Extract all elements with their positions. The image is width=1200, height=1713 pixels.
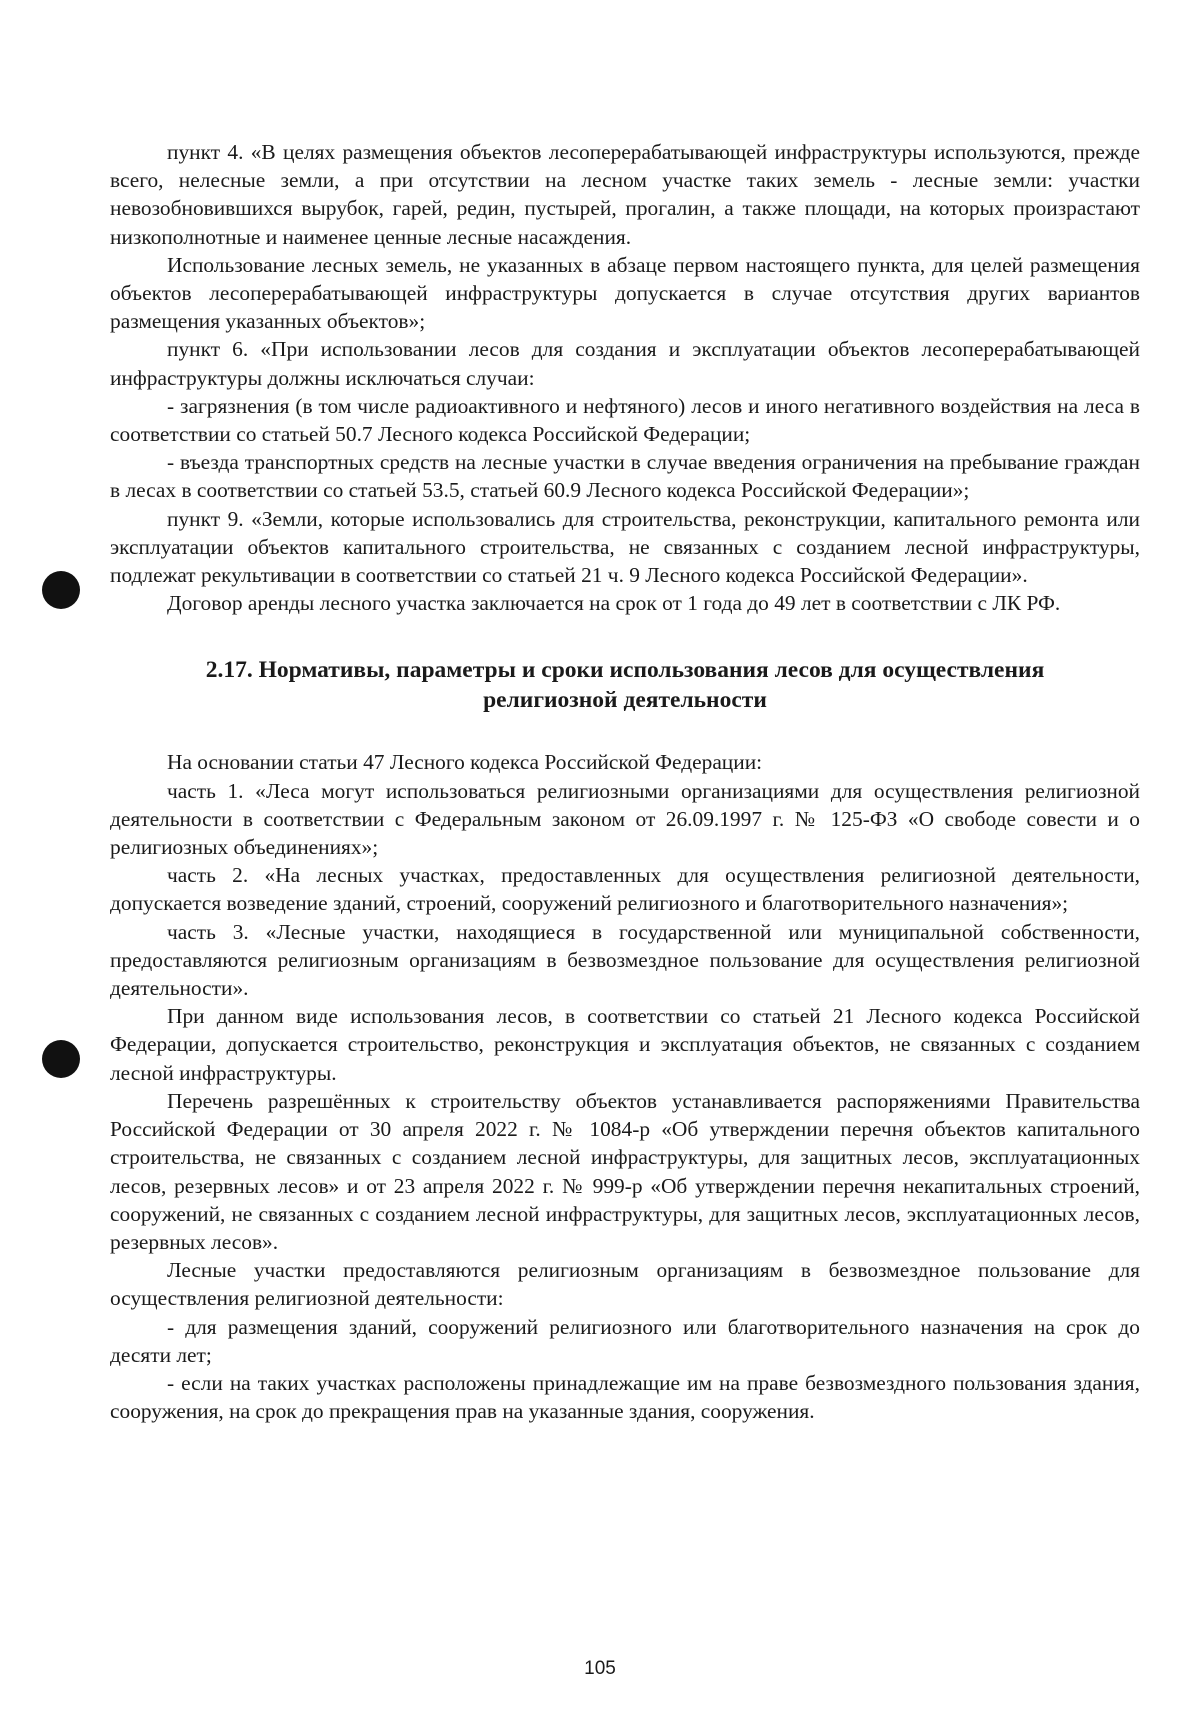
paragraph: - если на таких участках расположены принадлежащие им на праве безвозмездного пользования здания, сооружения, на срок до прекращения прав на указанные здания, сооружения. bbox=[110, 1370, 1140, 1424]
paragraph: пункт 6. «При использовании лесов для создания и эксплуатации объектов лесоперерабатывающей инфраструктуры должны исключаться случаи: bbox=[110, 337, 1140, 390]
document-page bbox=[110, 138, 1140, 1425]
paragraph: пункт 4. «В целях размещения объектов лесоперерабатывающей инфраструктуры используются, прежде всего, нелесные земли, а при отсутствии на лесном участке таких земель - лесные земли: участки невозобновившихся вырубок, гарей, редин, пустырей, прогалин, а также площади, на которых произрастают низкополнотные и наименее ценные лесные насаждения. bbox=[110, 140, 1140, 249]
paragraph: часть 3. «Лесные участки, находящиеся в государственной или муниципальной собственности, предоставляются религиозным организациям в безвозмездное пользование для осуществления религиозной деятельности». bbox=[110, 919, 1140, 1001]
punch-hole bbox=[42, 571, 80, 609]
paragraph: часть 1. «Леса могут использоваться религиозными организациями для осуществления религиозной деятельности в соответствии с Федеральным законом от 26.09.1997 г. № 125-ФЗ «О свободе совести и о религиозных объединениях»; bbox=[110, 778, 1140, 860]
punch-hole bbox=[42, 1040, 80, 1078]
paragraph: Договор аренды лесного участка заключается на срок от 1 года до 49 лет в соответствии с ЛК РФ. bbox=[167, 591, 1061, 616]
paragraph: Перечень разрешённых к строительству объектов устанавливается распоряжениями Правительства Российской Федерации от 30 апреля 2022 г. № 1084-р «Об утверждении перечня объектов капитального строительства, не связанных с созданием лесной инфраструктуры, для защитных лесов, эксплуатационных лесов, резервных лесов» и от 23 апреля 2022 г. № 999-р «Об утверждении перечня некапитальных строений, сооружений, не связанных с созданием лесной инфраструктуры, для защитных лесов, эксплуатационных лесов, резервных лесов». bbox=[110, 1088, 1140, 1254]
paragraph: При данном виде использования лесов, в соответствии со статьей 21 Лесного кодекса Российской Федерации, допускается строительство, реконструкция и эксплуатация объектов, не связанных с созданием лесной инфраструктуры. bbox=[110, 1004, 1140, 1085]
paragraph: пункт 9. «Земли, которые использовались для строительства, реконструкции, капитального ремонта или эксплуатации объектов капитального строительства, не связанных с созданием лесной инфраструктуры, подлежат рекультивации в соответствии со статьей 21 ч. 9 Лесного кодекса Российской Федерации». bbox=[110, 506, 1140, 588]
section-title: 2.17. Нормативы, параметры и сроки использования лесов для осуществления религиозной деятельности bbox=[205, 657, 1045, 714]
paragraph: На основании статьи 47 Лесного кодекса Российской Федерации: bbox=[167, 750, 763, 775]
paragraph: - для размещения зданий, сооружений религиозного или благотворительного назначения на срок до десяти лет; bbox=[110, 1314, 1140, 1367]
paragraph: - въезда транспортных средств на лесные участки в случае введения ограничения на пребывание граждан в лесах в соответствии со статьей 53.5, статьей 60.9 Лесного кодекса Российской Федерации»; bbox=[110, 450, 1140, 503]
page-number: 105 bbox=[584, 1658, 616, 1679]
paragraph: часть 2. «На лесных участках, предоставленных для осуществления религиозной деятельности, допускается возведение зданий, строений, сооружений религиозного и благотворительного назначения»; bbox=[110, 863, 1140, 916]
paragraph: - загрязнения (в том числе радиоактивного и нефтяного) лесов и иного негативного воздействия на леса в соответствии со статьей 50.7 Лесного кодекса Российской Федерации; bbox=[110, 393, 1140, 447]
paragraph: Использование лесных земель, не указанных в абзаце первом настоящего пункта, для целей размещения объектов лесоперерабатывающей инфраструктуры допускается в случае отсутствия других вариантов размещения указанных объектов»; bbox=[110, 252, 1140, 334]
paragraph: Лесные участки предоставляются религиозным организациям в безвозмездное пользование для осуществления религиозной деятельности: bbox=[110, 1258, 1140, 1311]
